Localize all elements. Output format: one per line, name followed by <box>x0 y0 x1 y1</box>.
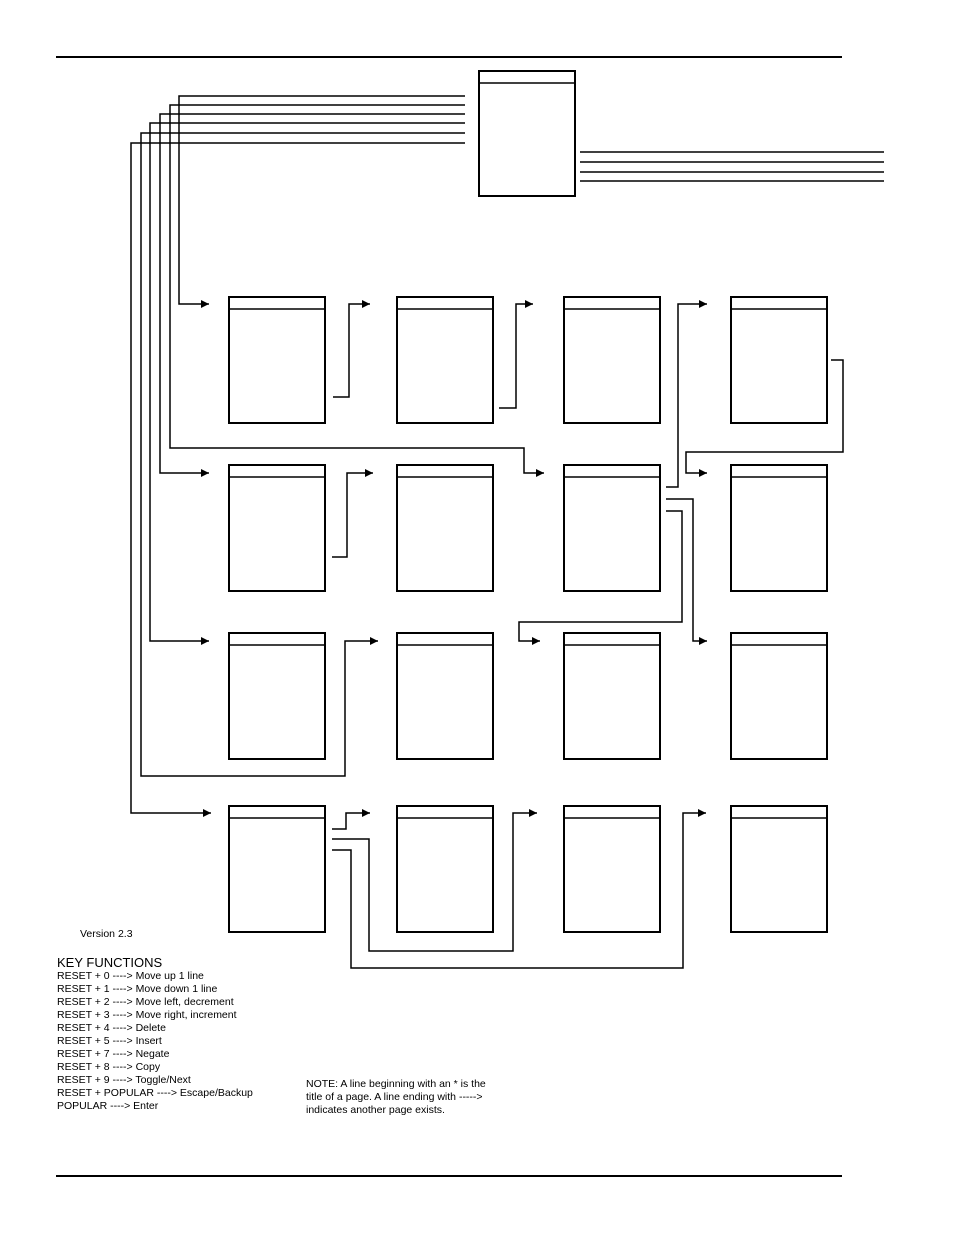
menu-page-box-r4-c3 <box>564 806 660 932</box>
r1-c2-to-c3-line <box>499 304 533 408</box>
menu-page-box-r1-c3 <box>564 297 660 423</box>
note-text: NOTE: A line beginning with an * is the title of a page. A line ending with -----> indicates another page exists. <box>306 1078 486 1116</box>
key-function-item: RESET + POPULAR ----> Escape/Backup <box>57 1087 253 1099</box>
r4-c1-to-c2-line <box>332 813 370 829</box>
menu-page-box-r3-c4 <box>731 633 827 759</box>
key-function-item: POPULAR ----> Enter <box>57 1100 159 1112</box>
key-function-item: RESET + 0 ----> Move up 1 line <box>57 970 204 982</box>
menu-page-box-r1-c2 <box>397 297 493 423</box>
menu-page-box-r2-c1 <box>229 465 325 591</box>
version-label: Version 2.3 <box>80 928 133 940</box>
main-to-row2-line <box>160 114 465 473</box>
main-to-row3-line <box>150 123 465 641</box>
r2-c3-to-r3-c4-line <box>666 499 707 641</box>
menu-page-box-r2-c3 <box>564 465 660 591</box>
key-function-item: RESET + 3 ----> Move right, increment <box>57 1009 237 1021</box>
menu-page-boxes <box>229 71 827 932</box>
key-functions-title: KEY FUNCTIONS <box>57 955 163 970</box>
menu-page-box-r4-c2 <box>397 806 493 932</box>
main-menu-box <box>479 71 575 196</box>
key-function-item: RESET + 8 ----> Copy <box>57 1061 161 1073</box>
main-to-row3-col2-line <box>141 133 465 776</box>
main-to-row4-line <box>131 143 465 813</box>
menu-page-box-r1-c4 <box>731 297 827 423</box>
menu-page-box-r3-c2 <box>397 633 493 759</box>
menu-page-box-r3-c3 <box>564 633 660 759</box>
key-function-item: RESET + 5 ----> Insert <box>57 1035 162 1047</box>
key-function-item: RESET + 4 ----> Delete <box>57 1022 166 1034</box>
key-function-item: RESET + 7 ----> Negate <box>57 1048 170 1060</box>
menu-page-box-r2-c4 <box>731 465 827 591</box>
menu-page-box-r2-c2 <box>397 465 493 591</box>
r1-c1-to-c2-line <box>333 304 370 397</box>
r4-c1-to-c3-line <box>332 813 537 951</box>
r2-c1-to-c2-line <box>332 473 373 557</box>
menu-page-box-r4-c1 <box>229 806 325 932</box>
main-to-row2-col3-line <box>170 105 544 473</box>
key-functions-list <box>57 970 253 1113</box>
r1-c4-to-r2-c4-line <box>686 360 843 473</box>
menu-page-box-r4-c4 <box>731 806 827 932</box>
connector-lines <box>131 96 884 968</box>
menu-page-box-r3-c1 <box>229 633 325 759</box>
menu-page-box-r1-c1 <box>229 297 325 423</box>
r2-c3-to-r3-c3-line <box>519 511 682 641</box>
main-to-row1-line <box>179 96 465 304</box>
key-function-item: RESET + 9 ----> Toggle/Next <box>57 1074 191 1086</box>
r4-c1-to-c4-line <box>332 813 706 968</box>
key-function-item: RESET + 1 ----> Move down 1 line <box>57 983 218 995</box>
key-function-item: RESET + 2 ----> Move left, decrement <box>57 996 234 1008</box>
